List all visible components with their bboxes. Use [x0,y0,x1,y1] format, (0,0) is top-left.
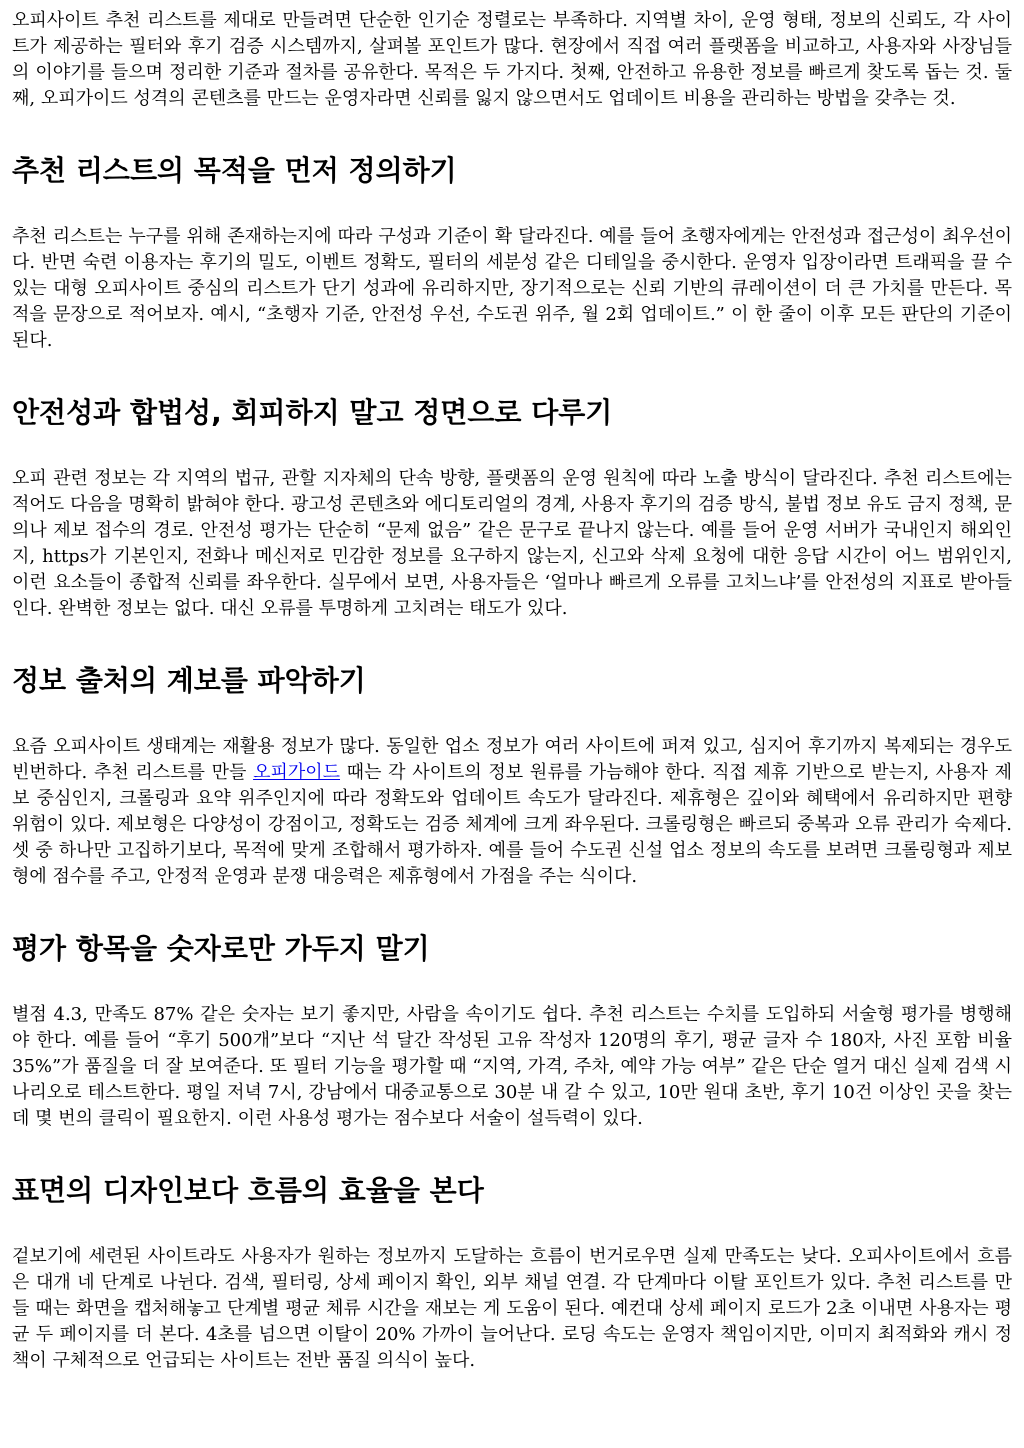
section-heading-safety: 안전성과 합법성, 회피하지 말고 정면으로 다루기 [12,396,613,429]
section-body-purpose: 추천 리스트는 누구를 위해 존재하는지에 따라 구성과 기준이 확 달라진다. 예를 들어 초행자에게는 안전성과 접근성이 최우선이다. 반면 숙련 이용자는 후기의 밀도, 이벤트 정확도, 필터의 세분성 같은 디테일을 중시한다. 운영자 입장이라면 트래픽을 끌 수 있는 대형 오피사이트 중심의 리스트가 단기 성과에 유리하지만, 장기적으로는 신뢰 기반의 큐레이션이 더 큰 가치를 만든다. 목적을 문장으로 적어보자. 예시, “초행자 기준, 안전성 우선, 수도권 위주, 월 2회 업데이트.” 이 한 줄이 이후 모든 판단의 기준이 된다. [12,226,1012,351]
section-heading-sources: 정보 출처의 계보를 파악하기 [12,664,366,697]
section-body-sources [12,734,1012,890]
section-body-safety: 오피 관련 정보는 각 지역의 법규, 관할 지자체의 단속 방향, 플랫폼의 운영 원칙에 따라 노출 방식이 달라진다. 추천 리스트에는 적어도 다음을 명확히 밝혀야 한다. 광고성 콘텐츠와 에디토리얼의 경계, 사용자 후기의 검증 방식, 불법 정보 유도 금지 정책, 문의나 제보 접수의 경로. 안전성 평가는 단순히 “문제 없음” 같은 문구로 끝나지 않는다. 예를 들어 운영 서버가 국내인지 해외인지, https가 기본인지, 전화나 메신저로 민감한 정보를 요구하지 않는지, 신고와 삭제 요청에 대한 응답 시간이 어느 범위인지, 이런 요소들이 종합적 신뢰를 좌우한다. 실무에서 보면, 사용자들은 ‘얼마나 빠르게 오류를 고치느냐’를 안전성의 지표로 받아들인다. 완벽한 정보는 없다. 대신 오류를 투명하게 고치려는 태도가 있다. [12,468,1012,619]
sources-text-after-link: 때는 각 사이트의 정보 원류를 가늠해야 한다. 직접 제휴 기반으로 받는지, 사용자 제보 중심인지, 크롤링과 요약 위주인지에 따라 정확도와 업데이트 속도가 달라진다. 제휴형은 깊이와 혜택에서 유리하지만 편향 위험이 있다. 제보형은 다양성이 강점이고, 정확도는 검증 체계에 크게 좌우된다. 크롤링형은 빠르되 중복과 오류 관리가 숙제다. 셋 중 하나만 고집하기보다, 목적에 맞게 조합해서 평가하자. 예를 들어 수도권 신설 업소 정보의 속도를 보려면 크롤링형과 제보형에 점수를 주고, 안정적 운영과 분쟁 대응력은 제휴형에서 가점을 주는 식이다. [12,762,1012,887]
section-heading-purpose: 추천 리스트의 목적을 먼저 정의하기 [12,154,457,187]
section-heading-evaluation: 평가 항목을 숫자로만 가두지 말기 [12,932,430,965]
section-body-flow: 겉보기에 세련된 사이트라도 사용자가 원하는 정보까지 도달하는 흐름이 번거로우면 실제 만족도는 낮다. 오피사이트에서 흐름은 대개 네 단계로 나뉜다. 검색, 필터링, 상세 페이지 확인, 외부 채널 연결. 각 단계마다 이탈 포인트가 있다. 추천 리스트를 만들 때는 화면을 캡처해놓고 단계별 평균 체류 시간을 재보는 게 도움이 된다. 예컨대 상세 페이지 로드가 2초 이내면 사용자는 평균 두 페이지를 더 본다. 4초를 넘으면 이탈이 20% 가까이 늘어난다. 로딩 속도는 운영자 책임이지만, 이미지 최적화와 캐시 정책이 구체적으로 언급되는 사이트는 전반 품질 의식이 높다. [12,1246,1012,1371]
section-heading-flow: 표면의 디자인보다 흐름의 효율을 본다 [12,1174,484,1207]
intro-paragraph: 오피사이트 추천 리스트를 제대로 만들려면 단순한 인기순 정렬로는 부족하다. 지역별 차이, 운영 형태, 정보의 신뢰도, 각 사이트가 제공하는 필터와 후기 검증 시스템까지, 살펴볼 포인트가 많다. 현장에서 직접 여러 플랫폼을 비교하고, 사용자와 사장님들의 이야기를 들으며 정리한 기준과 절차를 공유한다. 목적은 두 가지다. 첫째, 안전하고 유용한 정보를 빠르게 찾도록 돕는 것. 둘째, 오피가이드 성격의 콘텐츠를 만드는 운영자라면 신뢰를 잃지 않으면서도 업데이트 비용을 관리하는 방법을 갖추는 것. [12,10,1012,109]
section-body-evaluation: 별점 4.3, 만족도 87% 같은 숫자는 보기 좋지만, 사람을 속이기도 쉽다. 추천 리스트는 수치를 도입하되 서술형 평가를 병행해야 한다. 예를 들어 “후기 500개”보다 “지난 석 달간 작성된 고유 작성자 120명의 후기, 평균 글자 수 180자, 사진 포함 비율 35%”가 품질을 더 잘 보여준다. 또 필터 기능을 평가할 때 “지역, 가격, 주차, 예약 가능 여부” 같은 단순 열거 대신 실제 검색 시나리오로 테스트한다. 평일 저녁 7시, 강남에서 대중교통으로 30분 내 갈 수 있고, 10만 원대 초반, 후기 10건 이상인 곳을 찾는 데 몇 번의 클릭이 필요한지. 이런 사용성 평가는 점수보다 서술이 설득력이 있다. [12,1004,1012,1129]
sources-text-before-link: 요즘 오피사이트 생태계는 재활용 정보가 많다. 동일한 업소 정보가 여러 사이트에 퍼져 있고, 심지어 후기까지 복제되는 경우도 빈번하다. 추천 리스트를 만들 [12,736,1012,783]
opiguide-link[interactable]: 오피가이드 [253,762,341,783]
